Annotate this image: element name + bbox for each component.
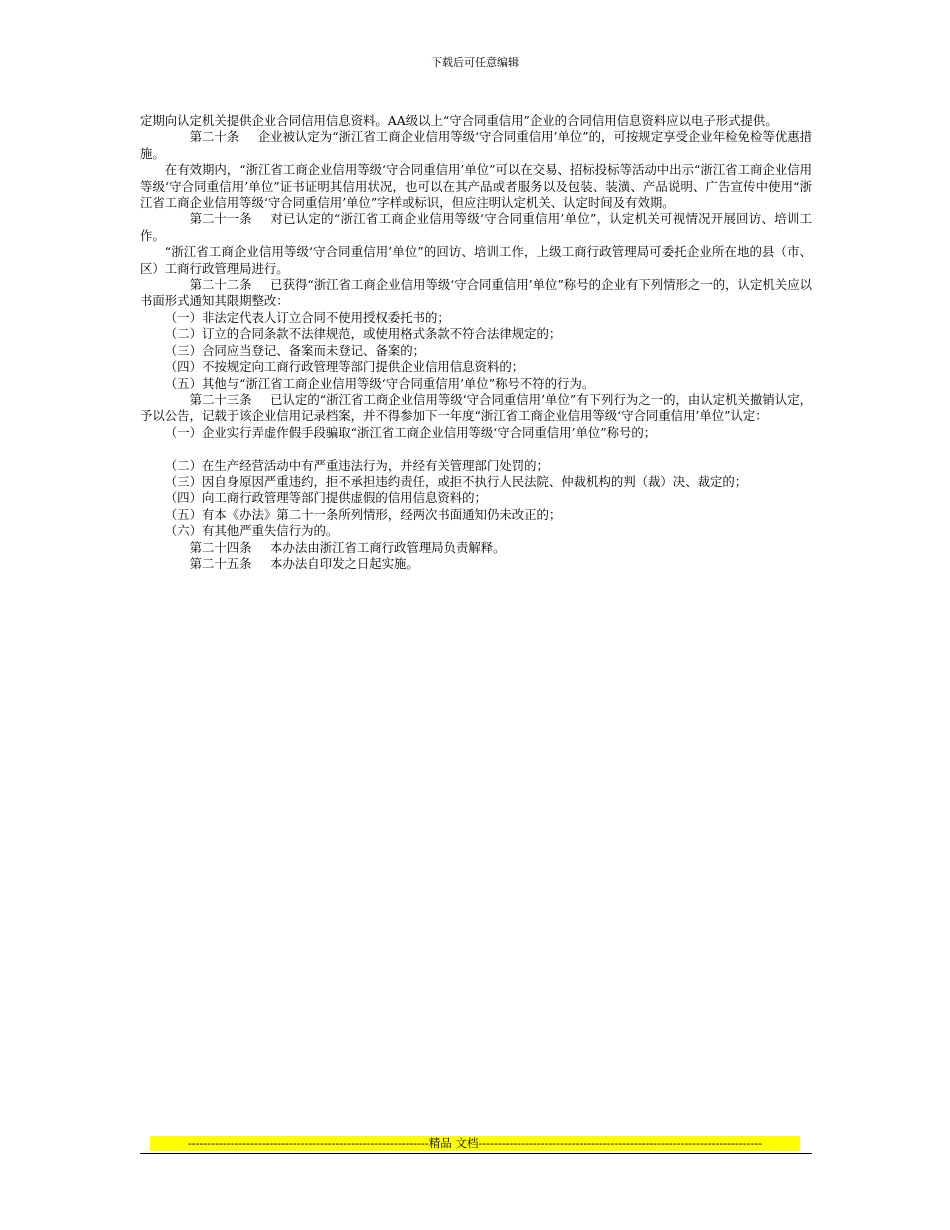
list-item — [140, 490, 812, 506]
article-number: 第二十三条 — [189, 391, 252, 407]
list-item — [140, 376, 812, 392]
paragraph-text: 企业被认定为“浙江省工商企业信用等级‘守合同重信用’单位”的，可按规定享受企业年检免检等优惠措施。 — [140, 129, 812, 161]
paragraph-text: 在有效期内，“浙江省工商企业信用等级‘守合同重信用’单位”可以在交易、招标投标等活动中出示“浙江省工商企业信用等级‘守合同重信用’单位”证书证明其信用状况，也可以在其产品或者服务以及包装、装潢、产品说明、广告宣传中使用“浙江省工商企业信用等级‘守合同重信用’单位”字样或标识，但应注明认定机关、认定时间及有效期。 — [140, 162, 812, 211]
list-item-text: （五）有本《办法》第二十一条所列情形，经两次书面通知仍未改正的； — [164, 506, 562, 522]
article-number: 第二十五条 — [189, 555, 252, 571]
footer-banner: --------------------------------------------------------------精品 文档------------------------------------------------------------------------- — [150, 1136, 800, 1151]
article-paragraph — [140, 540, 812, 556]
paragraph — [140, 162, 812, 211]
list-item-text: （二）订立的合同条款不法律规范，或使用格式条款不符合法律规定的； — [164, 326, 562, 342]
paragraph — [140, 113, 812, 129]
list-item-text: （一）企业实行弄虚作假手段骗取“浙江省工商企业信用等级‘守合同重信用’单位”称号的； — [164, 424, 657, 440]
list-item-text: （三）因自身原因严重违约，拒不承担违约责任，或拒不执行人民法院、仲裁机构的判（裁）决、裁定的； — [164, 473, 748, 489]
document-body — [140, 113, 812, 572]
list-item — [140, 343, 812, 359]
list-item — [140, 507, 812, 523]
article-number: 第二十二条 — [189, 277, 252, 293]
article-paragraph — [140, 277, 812, 310]
list-item — [140, 425, 812, 441]
article-paragraph — [140, 129, 812, 162]
footer-divider — [140, 1153, 812, 1154]
paragraph-text: 已获得“浙江省工商企业信用等级‘守合同重信用’单位”称号的企业有下列情形之一的，认定机关应以书面形式通知其限期整改： — [140, 277, 812, 309]
paragraph-text: 对已认定的“浙江省工商企业信用等级‘守合同重信用’单位”，认定机关可视情况开展回访、培训工作。 — [140, 211, 812, 243]
paragraph — [140, 244, 812, 277]
paragraph-text: 已认定的“浙江省工商企业信用等级‘守合同重信用’单位”有下列行为之一的，由认定机关撤销认定，予以公告，记载于该企业信用记录档案，并不得参加下一年度“浙江省工商企业信用等级‘守合同重信用’单位”认定： — [140, 391, 812, 424]
article-number: 第二十一条 — [189, 211, 252, 227]
list-item-text: （三）合同应当登记、备案而未登记、备案的； — [164, 342, 425, 358]
paragraph-text: 定期向认定机关提供企业合同信用信息资料。AA级以上“守合同重信用”企业的合同信用信息资料应以电子形式提供。 — [140, 113, 778, 128]
article-paragraph — [140, 211, 812, 244]
list-item-text: （四）不按规定向工商行政管理等部门提供企业信用信息资料的； — [164, 359, 525, 375]
paragraph-text: 本办法由浙江省工商行政管理局负责解释。 — [270, 539, 506, 555]
list-item-text: （六）有其他严重失信行为的。 — [164, 523, 339, 539]
list-item — [140, 310, 812, 326]
article-paragraph — [140, 392, 812, 425]
list-item-text: （五）其他与“浙江省工商企业信用等级‘守合同重信用’单位”称号不符的行为。 — [164, 375, 595, 391]
list-item-text: （一）非法定代表人订立合同不使用授权委托书的； — [164, 309, 450, 325]
list-item — [140, 458, 812, 474]
paragraph-text: “浙江省工商企业信用等级‘守合同重信用’单位”的回访、培训工作，上级工商行政管理局可委托企业所在地的县（市、区）工商行政管理局进行。 — [140, 244, 812, 276]
list-item — [140, 326, 812, 342]
list-item — [140, 523, 812, 539]
blank-line — [140, 441, 812, 457]
article-number: 第二十四条 — [189, 539, 252, 555]
list-item — [140, 474, 812, 490]
article-number: 第二十条 — [189, 129, 240, 145]
article-paragraph — [140, 556, 812, 572]
page-header: 下载后可任意编辑 — [431, 56, 519, 69]
list-item-text: （二）在生产经营活动中有严重违法行为，并经有关管理部门处罚的； — [164, 457, 549, 473]
list-item-text: （四）向工商行政管理等部门提供虚假的信用信息资料的； — [164, 490, 487, 506]
paragraph-text: 本办法自印发之日起实施。 — [270, 555, 419, 571]
list-item — [140, 359, 812, 375]
